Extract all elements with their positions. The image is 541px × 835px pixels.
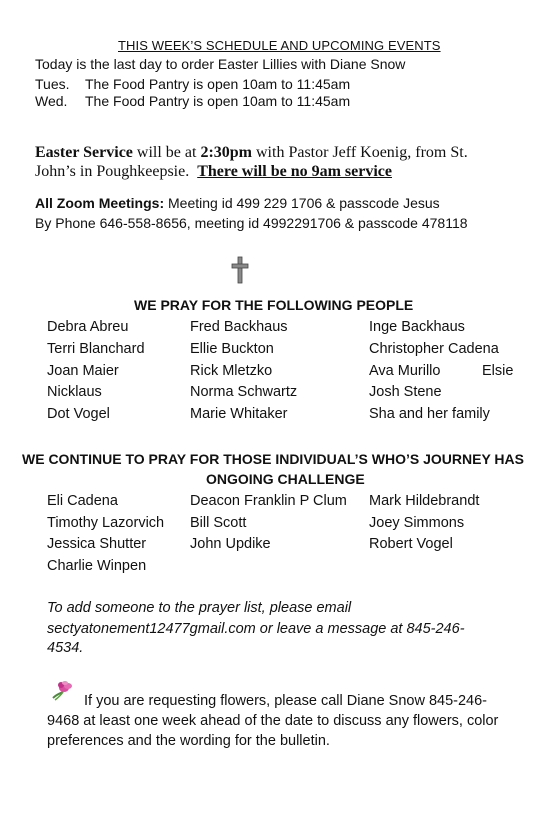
prayer-name: Terri Blanchard [47,341,145,357]
prayer-name: Josh Stene [369,384,442,400]
easter-label: Easter Service [35,144,133,161]
cross-icon [230,256,250,287]
zoom-text: Meeting id 499 229 1706 & passcode Jesus [164,195,440,211]
prayer-name: Sha and her family [369,406,490,422]
continue-name: Mark Hildebrandt [369,493,480,509]
continue-name: Timothy Lazorvich [47,515,165,531]
prayer-name: Fred Backhaus [190,319,288,335]
easter-notice: There will be no 9am service [197,163,392,180]
flowers-line3: preferences and the wording for the bulletin. [47,733,330,749]
easter-service-line2 [35,163,392,181]
continue-name: Robert Vogel [369,536,453,552]
prayer-name: Marie Whitaker [190,406,288,422]
flowers-line2: 9468 at least one week ahead of the date to discuss any flowers, color [47,713,499,729]
continue-name: Jessica Shutter [47,536,147,552]
schedule-text: The Food Pantry is open 10am to 11:45am [85,76,351,92]
day-label: Tues. [35,76,70,92]
easter-time: 2:30pm [200,144,252,161]
schedule-line-tues [35,76,350,92]
prayer-list-line2: sectyatonement12477gmail.com or leave a message at 845-246- [47,621,465,637]
prayer-name: Ellie Buckton [190,341,274,357]
flower-icon [50,680,76,707]
prayer-name: Dot Vogel [47,406,110,422]
continue-title-line2: ONGOING CHALLENGE [206,471,365,487]
continue-name: Charlie Winpen [47,558,147,574]
easter-text: with Pastor Jeff Koenig, from St. [252,144,468,161]
schedule-line-today: Today is the last day to order Easter Lillies with Diane Snow [35,56,406,72]
easter-text: John’s in Poughkeepsie. [35,163,190,180]
prayer-name: Joan Maier [47,363,119,379]
prayer-name: Christopher Cadena [369,341,499,357]
prayer-name: Norma Schwartz [190,384,298,400]
prayer-name: Debra Abreu [47,319,129,335]
continue-title-line1: WE CONTINUE TO PRAY FOR THOSE INDIVIDUAL’S WHO’S JOURNEY HAS [22,451,524,467]
schedule-text: The Food Pantry is open 10am to 11:45am [85,93,351,109]
continue-name: Joey Simmons [369,515,465,531]
prayer-name: Rick Mletzko [190,363,273,379]
easter-text: will be at [132,144,201,161]
flowers-line1: If you are requesting flowers, please call Diane Snow 845-246- [84,693,488,709]
zoom-phone: By Phone 646-558-8656, meeting id 4992291706 & passcode 478118 [35,215,468,231]
schedule-line-wed [35,93,350,109]
pray-title: WE PRAY FOR THE FOLLOWING PEOPLE [134,297,414,313]
prayer-name: Elsie [482,363,514,379]
day-label: Wed. [35,93,68,109]
easter-service-line1 [35,144,468,162]
prayer-name: Nicklaus [47,384,102,400]
prayer-name: Ava Murillo [369,363,441,379]
prayer-list-line1: To add someone to the prayer list, please email [47,600,352,616]
continue-name: Deacon Franklin P Clum [190,493,347,509]
continue-name: Eli Cadena [47,493,118,509]
continue-name: John Updike [190,536,271,552]
prayer-name: Inge Backhaus [369,319,465,335]
zoom-label: All Zoom Meetings: [35,195,165,211]
prayer-list-line3: 4534. [47,640,84,656]
continue-name: Bill Scott [190,515,247,531]
zoom-line [35,195,440,211]
schedule-heading: THIS WEEK’S SCHEDULE AND UPCOMING EVENTS [118,38,441,53]
